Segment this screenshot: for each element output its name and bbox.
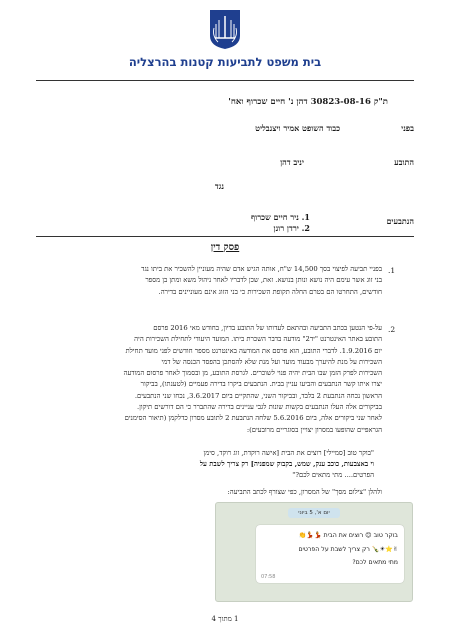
- paragraph-line: לאחר שני ביקורים אלה, ביום 5.6.2016 שלחה הנתבעת 2 לתובע מסרון כדלקמן (תיאור הסימנים: [124, 414, 382, 423]
- quote-line: הפרטים.... מתי מתאים לכם?": [292, 471, 374, 479]
- versus-label: נגד: [214, 181, 224, 191]
- defendant-1: 1. ניר חיים שכרוף: [251, 212, 310, 222]
- paragraph-line: התובע באתר האינטרנט "יד2" מודעה בדבר השכרת ביתו. המועד היעודי לתחילת השכירות היה: [134, 335, 382, 344]
- paragraph-1: [36, 264, 382, 298]
- defendants-label: הנתבעים: [386, 216, 414, 226]
- paragraph-line: בביקורים אלה העלו הנתבעים בקשות שונות לגבי עניינים בדירה שהתברר כי הם דורשים תיקון.: [136, 403, 382, 412]
- chat-date-label: יום א', 5 ביוני: [288, 508, 340, 518]
- case-number: ת"ק 30823-08-16 דהן נ' חיים שכרוף ואח': [228, 97, 388, 107]
- paragraph-2: [36, 323, 382, 436]
- message-bubble: [256, 525, 404, 583]
- paragraph-line: חודשים, התחרטו הם בטרם החלה תקופת השכירות כי בני הזוג אינם מעוניינים בדירה.: [158, 287, 382, 296]
- paragraph-line: השכירות על מנת להיערך מבעוד מועד ועל מנת שלא להסתכן בהפסד הכנסה של דמי: [161, 357, 382, 366]
- plaintiff-name: יניב דהן: [280, 157, 304, 167]
- paragraph-line: הגראפיים שהופעו במסרון יצויין בסוגריים מרובעים):: [246, 425, 382, 434]
- paragraph-number: 1.: [388, 266, 396, 275]
- chat-screenshot: [215, 502, 413, 602]
- ruling-title: פסק דין: [210, 242, 240, 253]
- paragraph-line: הראשון נכחה הנתבעת 2 בלבד, ובביקור השני, שהתקיים ביום 3.6.2017, נכחו שני הנתבעים.: [134, 391, 382, 400]
- paragraph-number: 2.: [388, 325, 396, 334]
- paragraph-line: יום 1.9.2016. לדברי התובע, הוא פרסם את המודעה באינטרנט מספר חודשים לפני מועד תחילת: [125, 346, 382, 355]
- sms-quote: [36, 448, 374, 481]
- message-line: ✌⭐☀🍾 רק צריך לשבת על הפרטים: [298, 546, 398, 553]
- screenshot-intro: ולהלן "צילום מסך" של המסרון, כפי שצורף לכתב התביעה:: [227, 488, 382, 496]
- court-name: בית משפט לתביעות קטנות בהרצליה: [128, 55, 322, 69]
- paragraph-line: השכירות לפרק הזמן שבו הבית יהיה פנוי לשוכרים. לגרסת התובע, מן ובסמוך לאחר פרסום המודעה: [123, 369, 382, 378]
- plaintiff-label: התובע: [394, 157, 414, 167]
- before-label: בפני: [401, 123, 414, 133]
- page-counter: 1 מתוך 4: [211, 615, 239, 623]
- paragraph-line: יצרו איתו קשר הנתבעים והביעו עניין בבית. הנתבעים ביקרו בדירה פעמיים (לטענתו), בביקור: [140, 380, 382, 389]
- defendant-2: 2. ירדן רונן: [273, 223, 310, 233]
- paragraph-line: על-פי הנטען בכתב התביעה ובהתאם לעדותו של התובע בדיון, בחודש מאי 2016 פרסם: [153, 324, 382, 332]
- header-divider-bottom: [36, 236, 414, 237]
- message-time: 07:58: [261, 574, 276, 580]
- header-divider-top: [36, 80, 414, 81]
- message-line: מתי מתאים לכם?: [352, 559, 398, 566]
- judge-name: כבוד השופט אמיר ויצנבליט: [255, 123, 340, 133]
- quote-line: וי באצבעות, כוכב ענק, שמש, בקבוק שמפניה] רק צריך לשבת על: [199, 460, 374, 468]
- paragraph-line: בני זוג אשר עימם היה נושא ונותן בנושא. זאת, שכן לדבריו לאחר ניהול משא ומתן בן מספר: [145, 276, 382, 285]
- paragraph-line: בפניי תביעה לפיצוי בסך 14,500 ש"ח, אותה הגיש אדם שהיה מעוניין להשכיר את ביתו נגד: [141, 265, 382, 273]
- message-line: בוקר טוב 😊 רוצים את הבית 💃💃👏: [298, 532, 398, 539]
- state-emblem-icon: [206, 8, 244, 50]
- quote-line: "בוקר טוב [סמיילי] רוצים את הבית [אישה רוקדת, זוג רוקד, סימן: [203, 449, 374, 457]
